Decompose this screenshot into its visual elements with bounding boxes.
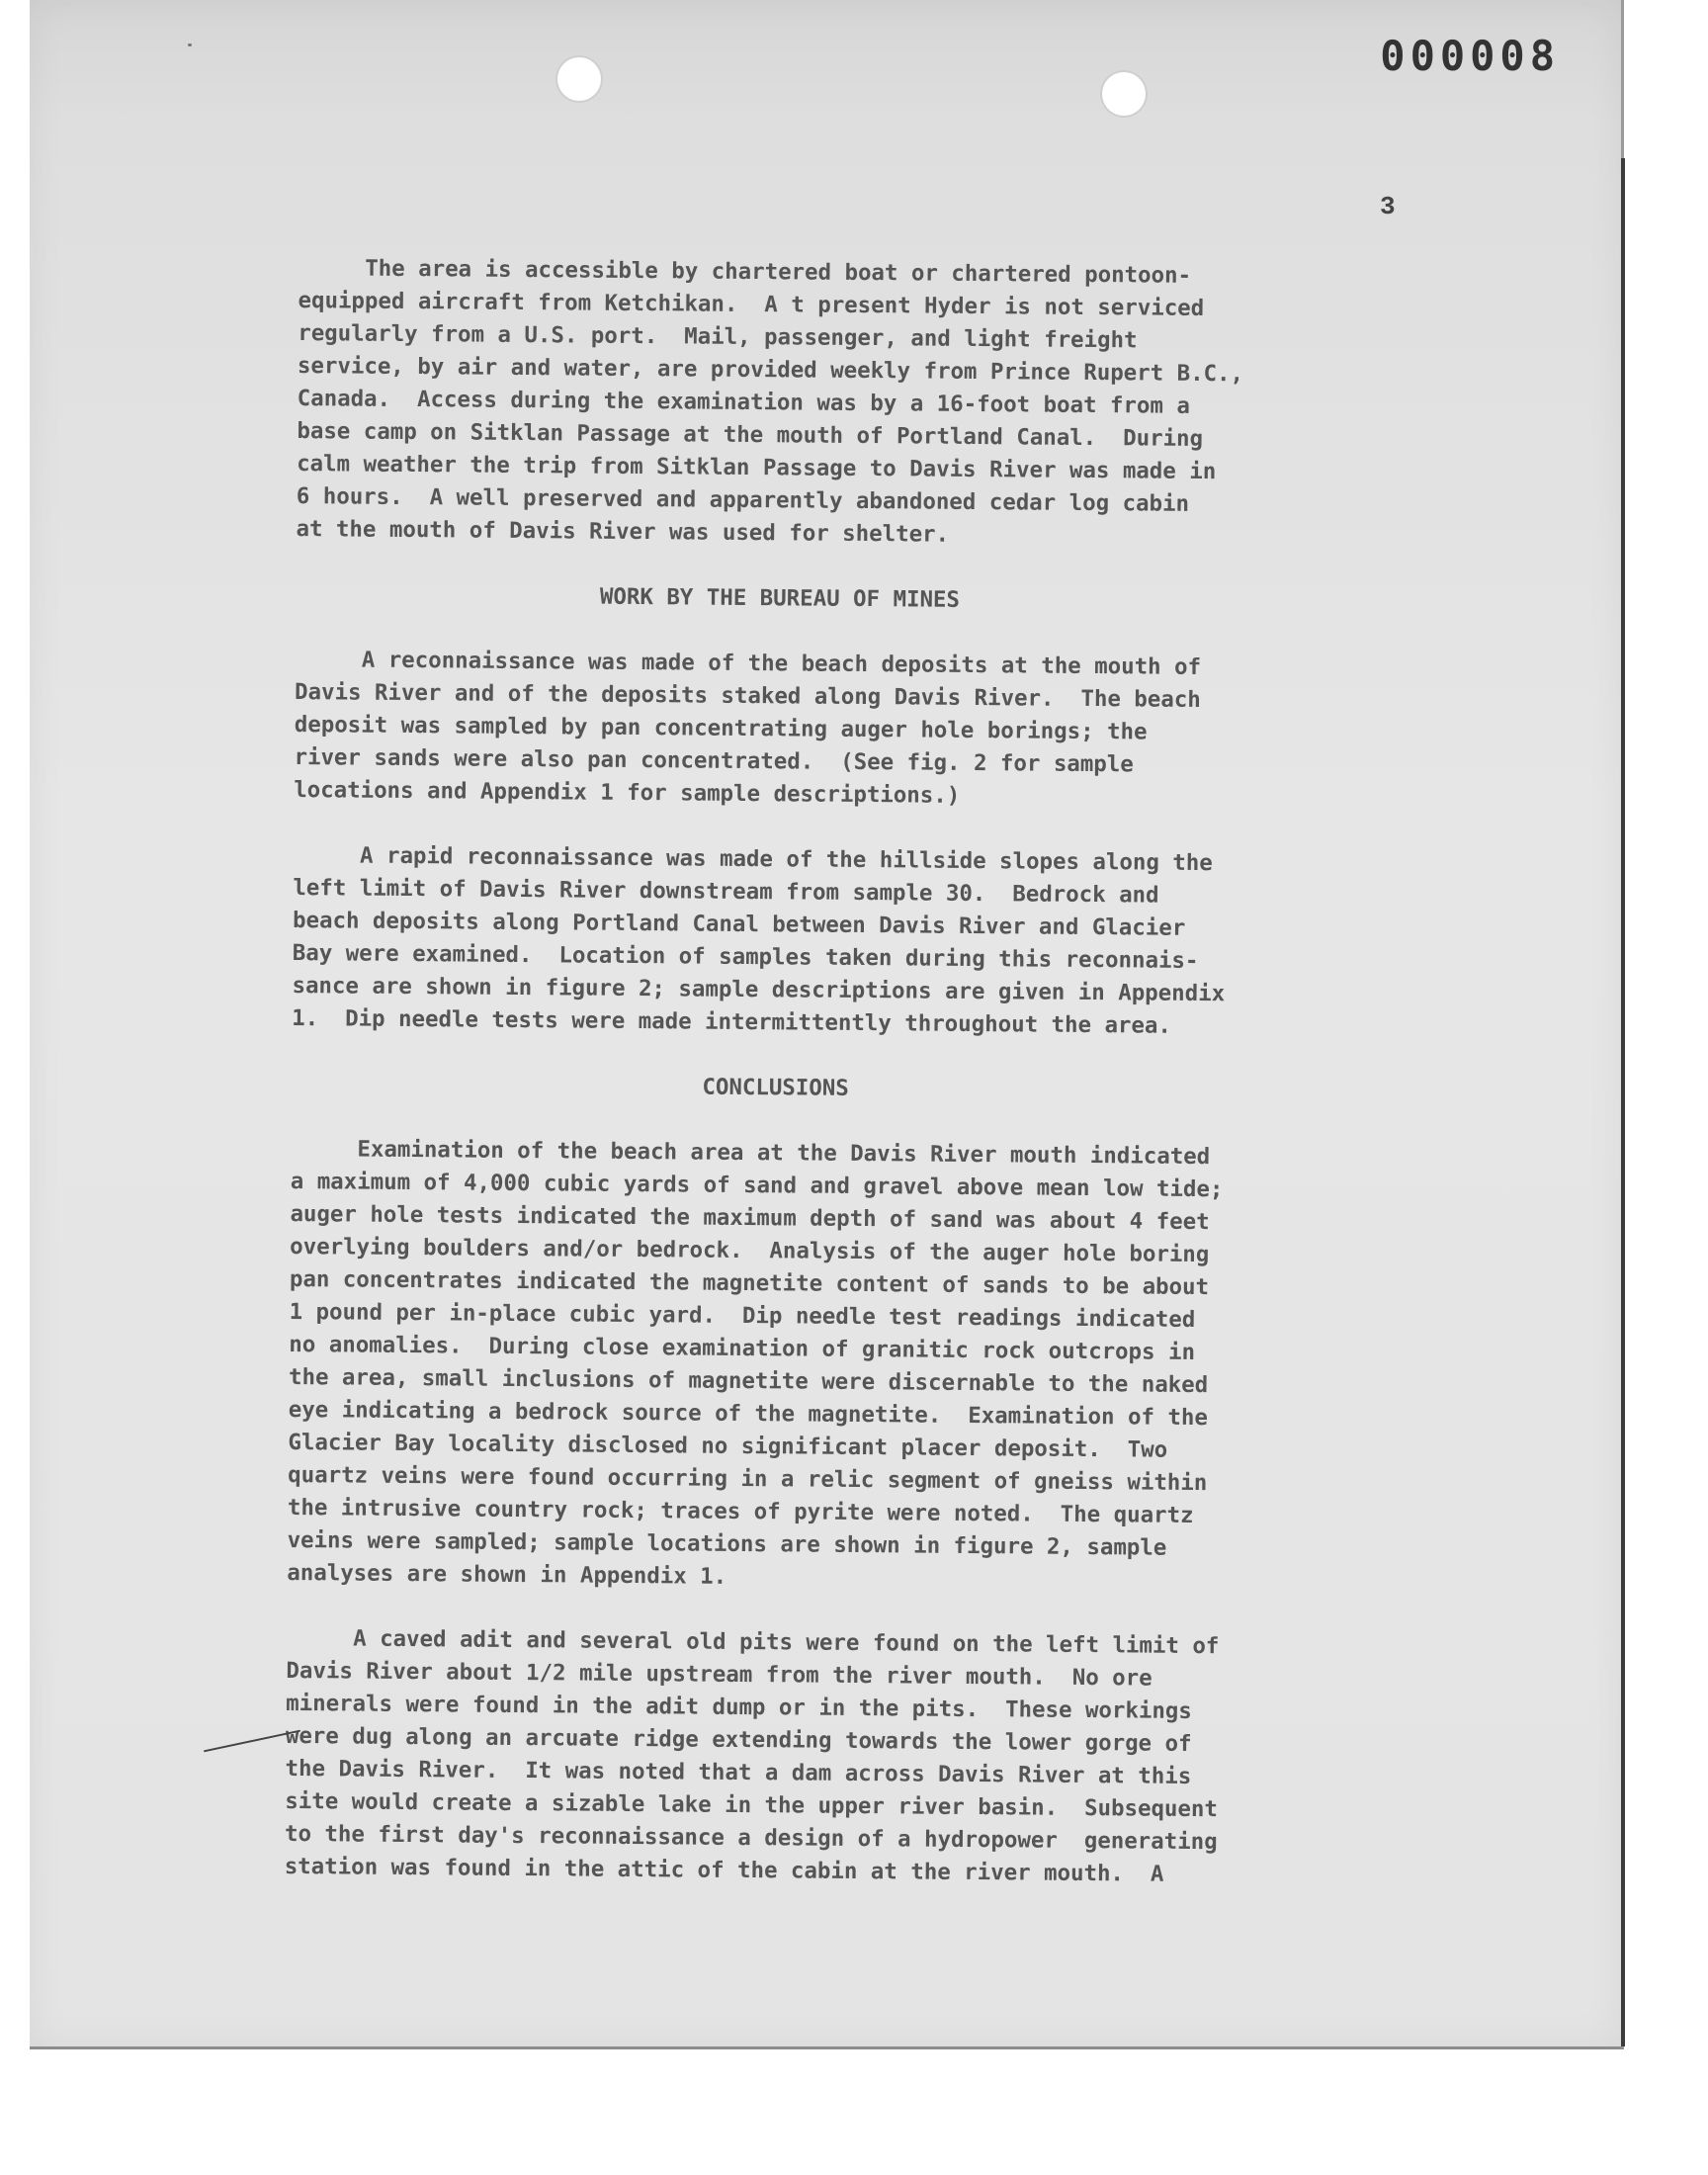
text-line: the Davis River. It was noted that a dam across Davis River at this — [285, 1755, 1192, 1789]
text-line: the intrusive country rock; traces of pyrite were noted. The quartz — [287, 1494, 1194, 1528]
text-line: river sands were also pan concentrated. (See fig. 2 for sample — [294, 743, 1134, 778]
scan-speck — [188, 44, 192, 46]
text-line: locations and Appendix 1 for sample descriptions.) — [294, 776, 961, 809]
text-line: the area, small inclusions of magnetite were discernable to the naked — [288, 1363, 1209, 1399]
text-line: base camp on Sitklan Passage at the mouth of Portland Canal. During — [297, 417, 1204, 452]
text-line: beach deposits along Portland Canal between Davis River and Glacier — [292, 907, 1186, 941]
paragraph-reconnaissance — [294, 644, 1461, 817]
text-line: 1 pound per in-place cubic yard. Dip needle test readings indicated — [289, 1298, 1196, 1333]
paragraph-caved-adit — [285, 1622, 1453, 1893]
text-line: calm weather the trip from Sitklan Passage to Davis River was made in — [297, 450, 1217, 485]
text-line: Davis River about 1/2 mile upstream from the river mouth. No ore — [286, 1657, 1153, 1692]
text-line: were dug along an arcuate ridge extending towards the lower gorge of — [285, 1722, 1192, 1757]
text-line: Examination of the beach area at the Davis River mouth indicated — [290, 1135, 1211, 1171]
text-line: Davis River and of the deposits staked along Davis River. The beach — [295, 678, 1201, 713]
paragraph-access — [296, 252, 1465, 556]
text-line: service, by air and water, are provided weekly from Prince Rupert B.C., — [297, 352, 1244, 388]
sheet-edge-shadow — [1621, 158, 1625, 2046]
text-line: minerals were found in the adit dump or in the pits. These workings — [286, 1690, 1192, 1724]
text-line: sance are shown in figure 2; sample descriptions are given in Appendix — [292, 972, 1226, 1007]
text-line: veins were sampled; sample locations are shown in figure 2, sample — [287, 1526, 1167, 1561]
text-line: pan concentrates indicated the magnetite content of sands to be about — [289, 1265, 1210, 1301]
punch-hole-left — [557, 57, 601, 101]
text-line: quartz veins were found occurring in a relic segment of gneiss within — [288, 1461, 1208, 1497]
text-line: Bay were examined. Location of samples taken during this reconnais- — [292, 939, 1199, 974]
text-line: auger hole tests indicated the maximum depth of sand was about 4 feet — [290, 1200, 1210, 1236]
text-line: 1. Dip needle tests were made intermittently throughout the area. — [292, 1004, 1172, 1039]
text-line: A caved adit and several old pits were found on the left limit of — [286, 1624, 1220, 1660]
document-number: 000008 — [1380, 32, 1560, 80]
text-line: no anomalies. During close examination of granitic rock outcrops in — [289, 1331, 1196, 1365]
text-line: Canada. Access during the examination was by a 16-foot boat from a — [297, 385, 1190, 419]
text-line: to the first day's reconnaissance a design of a hydropower generating — [284, 1820, 1218, 1856]
text-line: overlying boulders and/or bedrock. Analysis of the auger hole boring — [290, 1233, 1210, 1268]
paragraph-examination — [287, 1133, 1457, 1600]
page-body — [285, 252, 1465, 1893]
page-number: 3 — [1380, 192, 1396, 221]
text-line: Glacier Bay locality disclosed no significant placer deposit. Two — [288, 1429, 1168, 1463]
text-line: A rapid reconnaissance was made of the hillside slopes along the — [293, 841, 1213, 877]
text-line: A reconnaissance was made of the beach deposits at the mouth of — [295, 646, 1202, 680]
text-line: equipped aircraft from Ketchikan. A t present Hyder is not serviced — [298, 287, 1205, 321]
text-line: site would create a sizable lake in the upper river basin. Subsequent — [285, 1787, 1219, 1823]
section-heading-conclusions: CONCLUSIONS — [702, 1074, 849, 1101]
text-line: regularly from a U.S. port. Mail, passenger, and light freight — [298, 319, 1138, 354]
section-heading-work: WORK BY THE BUREAU OF MINES — [599, 583, 961, 613]
text-line: at the mouth of Davis River was used for shelter. — [296, 515, 950, 548]
text-line: eye indicating a bedrock source of the magnetite. Examination of the — [288, 1396, 1209, 1432]
punch-hole-right — [1102, 72, 1146, 116]
text-line: a maximum of 4,000 cubic yards of sand and gravel above mean low tide; — [290, 1168, 1224, 1203]
paragraph-rapid-reconnaissance — [292, 839, 1460, 1045]
text-line: station was found in the attic of the cabin at the river mouth. A — [284, 1853, 1164, 1887]
text-line: The area is accessible by chartered boat or chartered pontoon- — [298, 254, 1192, 289]
text-line: deposit was sampled by pan concentrating auger hole borings; the — [294, 711, 1148, 745]
text-line: analyses are shown in Appendix 1. — [287, 1559, 727, 1590]
text-line: 6 hours. A well preserved and apparently abandoned cedar log cabin — [296, 482, 1190, 517]
text-line: left limit of Davis River downstream from sample 30. Bedrock and — [293, 874, 1159, 909]
